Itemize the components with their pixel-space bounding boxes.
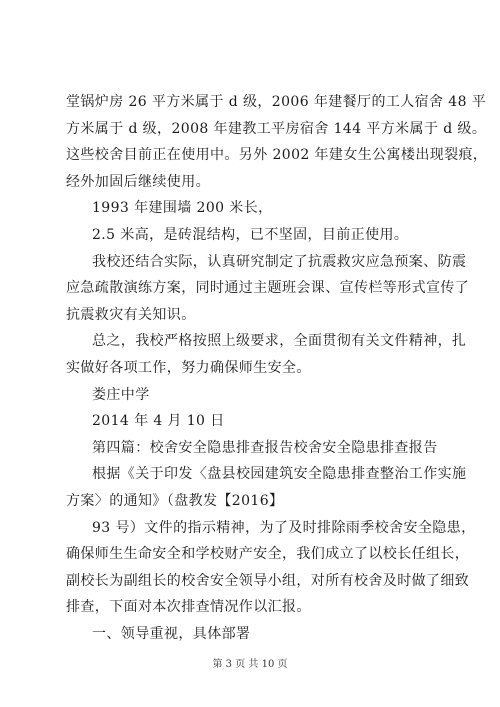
text-line: 1993 年建围墙 200 米长，: [92, 200, 273, 217]
text-line: 抗震救灾有关知识。: [66, 306, 196, 323]
text-line: 93 号）文件的指示精神，为了及时排除雨季校舍安全隐患，: [92, 519, 476, 536]
text-line: 我校还结合实际，认真研究制定了抗震救灾应急预案、防震: [92, 253, 467, 270]
text-line: 排查，下面对本次排查情况作以汇报。: [66, 599, 311, 616]
document-body: [66, 89, 488, 647]
text-line: 这些校舍目前正在使用中。另外 2002 年建女生公寓楼出现裂痕，: [66, 147, 488, 164]
text-line: 一、领导重视，具体部署: [92, 625, 251, 642]
text-line: 方米属于 d 级，2008 年建教工平房宿舍 144 平方米属于 d 级。: [66, 120, 487, 137]
page-footer: 第 3 页 共 10 页: [212, 659, 288, 670]
text-line: 经外加固后继续使用。: [66, 173, 210, 190]
text-line: 第四篇：校舍安全隐患排查报告校舍安全隐患排查报告: [92, 439, 438, 456]
text-line: 堂锅炉房 26 平方米属于 d 级，2006 年建餐厅的工人宿舍 48 平: [66, 94, 487, 110]
text-line: 2014 年 4 月 10 日: [92, 413, 225, 430]
text-line: 副校长为副组长的校舍安全领导小组，对所有校舍及时做了细致: [66, 572, 470, 589]
text-line: 确保师生生命安全和学校财产安全，我们成立了以校长任组长，: [66, 546, 470, 563]
text-line: 应急疏散演练方案，同时通过主题班会课、宣传栏等形式宣传了: [66, 280, 470, 297]
text-line: 娄庄中学: [92, 386, 150, 403]
text-line: 2.5 米高，是砖混结构，已不坚固，目前正使用。: [92, 226, 409, 243]
text-line: 总之，我校严格按照上级要求，全面贯彻有关文件精神，扎: [92, 333, 467, 350]
text-line: 根据《关于印发〈盘县校园建筑安全隐患排查整治工作实施: [92, 466, 467, 483]
text-line: 实做好各项工作，努力确保师生安全。: [66, 359, 311, 376]
text-line: 方案〉的通知》（盘教发【2016】: [66, 492, 284, 509]
